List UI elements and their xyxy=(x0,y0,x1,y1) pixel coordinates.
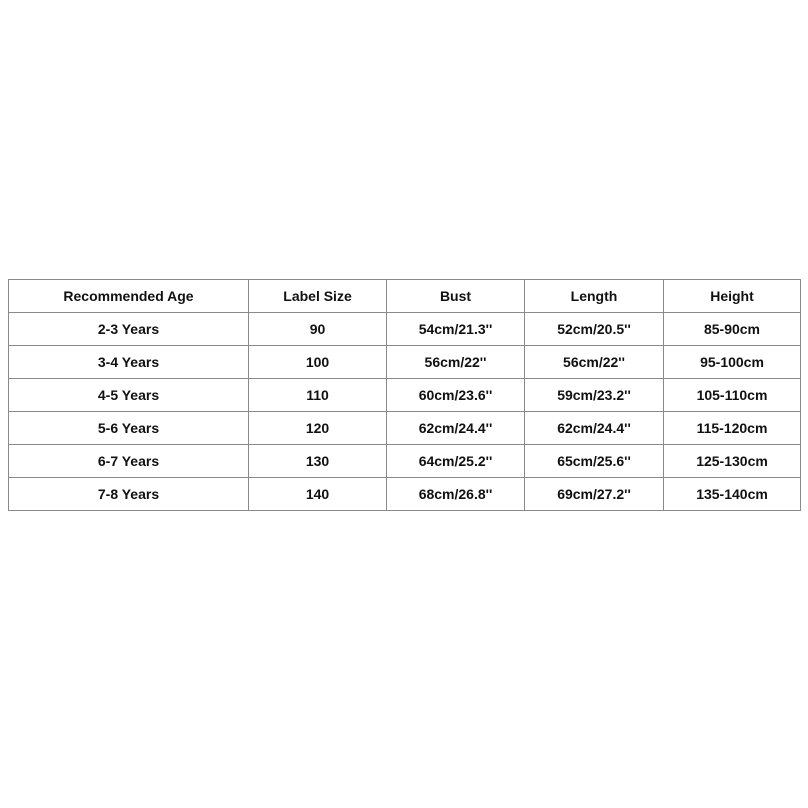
table-row xyxy=(9,412,801,445)
table-row xyxy=(9,379,801,412)
length-cell: 59cm/23.2'' xyxy=(525,379,664,412)
bust-cell: 56cm/22'' xyxy=(387,346,525,379)
height-cell: 135-140cm xyxy=(664,478,801,511)
table-row xyxy=(9,445,801,478)
length-cell: 56cm/22'' xyxy=(525,346,664,379)
bust-cell: 62cm/24.4'' xyxy=(387,412,525,445)
label-size-cell: 120 xyxy=(249,412,387,445)
table-row xyxy=(9,346,801,379)
bust-cell: 68cm/26.8'' xyxy=(387,478,525,511)
age-cell: 5-6 Years xyxy=(9,412,249,445)
label-size-cell: 110 xyxy=(249,379,387,412)
age-cell: 3-4 Years xyxy=(9,346,249,379)
age-cell: 7-8 Years xyxy=(9,478,249,511)
label-size-cell: 130 xyxy=(249,445,387,478)
size-chart-table xyxy=(8,279,801,511)
table-row xyxy=(9,313,801,346)
age-cell: 2-3 Years xyxy=(9,313,249,346)
table-header-row xyxy=(9,280,801,313)
length-cell: 62cm/24.4'' xyxy=(525,412,664,445)
bust-cell: 60cm/23.6'' xyxy=(387,379,525,412)
header-bust: Bust xyxy=(387,280,525,313)
bust-cell: 54cm/21.3'' xyxy=(387,313,525,346)
age-cell: 4-5 Years xyxy=(9,379,249,412)
header-height: Height xyxy=(664,280,801,313)
label-size-cell: 100 xyxy=(249,346,387,379)
label-size-cell: 90 xyxy=(249,313,387,346)
height-cell: 115-120cm xyxy=(664,412,801,445)
length-cell: 69cm/27.2'' xyxy=(525,478,664,511)
height-cell: 125-130cm xyxy=(664,445,801,478)
length-cell: 65cm/25.6'' xyxy=(525,445,664,478)
age-cell: 6-7 Years xyxy=(9,445,249,478)
height-cell: 105-110cm xyxy=(664,379,801,412)
header-length: Length xyxy=(525,280,664,313)
height-cell: 85-90cm xyxy=(664,313,801,346)
table-row xyxy=(9,478,801,511)
header-label-size: Label Size xyxy=(249,280,387,313)
label-size-cell: 140 xyxy=(249,478,387,511)
length-cell: 52cm/20.5'' xyxy=(525,313,664,346)
height-cell: 95-100cm xyxy=(664,346,801,379)
header-recommended-age: Recommended Age xyxy=(9,280,249,313)
bust-cell: 64cm/25.2'' xyxy=(387,445,525,478)
